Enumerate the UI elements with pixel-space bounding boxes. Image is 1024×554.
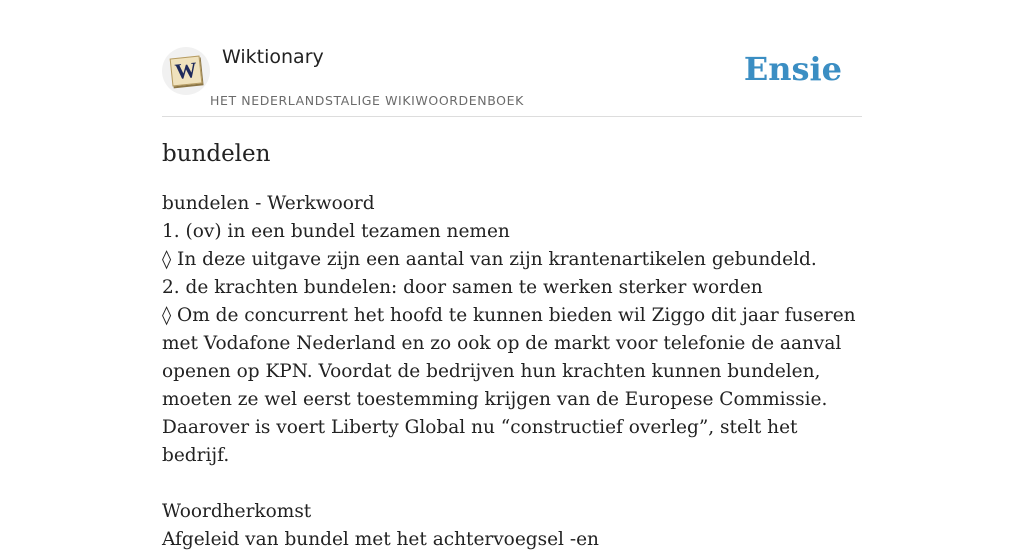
example-1: ◊ In deze uitgave zijn een aantal van zijn krantenartikelen gebundeld. — [162, 249, 817, 270]
etymology-text: Afgeleid van bundel met het achtervoegsel -en — [162, 529, 599, 550]
site-header — [162, 40, 862, 117]
entry-content — [162, 138, 862, 554]
entry-body — [162, 190, 862, 554]
definition-2: 2. de krachten bundelen: door samen te werken sterker worden — [162, 277, 763, 298]
site-tagline: HET NEDERLANDSTALIGE WIKIWOORDENBOEK — [210, 93, 524, 108]
definition-1: 1. (ov) in een bundel tezamen nemen — [162, 221, 510, 242]
entry-heading: bundelen - Werkwoord — [162, 193, 375, 214]
etymology-heading: Woordherkomst — [162, 501, 312, 522]
brand-logo[interactable]: Ensie — [743, 50, 842, 88]
logo-tile: W — [170, 56, 203, 87]
wiktionary-logo-icon[interactable] — [162, 47, 210, 95]
page-title: bundelen — [162, 141, 271, 167]
spacer — [162, 470, 862, 498]
example-2: ◊ Om de concurrent het hoofd te kunnen bieden wil Ziggo dit jaar fuseren met Vodafone Nederland en zo ook op de markt voor telefonie de aanval openen op KPN. Voordat de bedrijven hun krachten kunnen bundelen, moeten ze wel eerst toestemming krijgen van de Europese Commissie. Daarover is voert Liberty Global nu “constructief overleg”, stelt het bedrijf. — [162, 305, 856, 466]
site-name[interactable]: Wiktionary — [222, 46, 324, 68]
